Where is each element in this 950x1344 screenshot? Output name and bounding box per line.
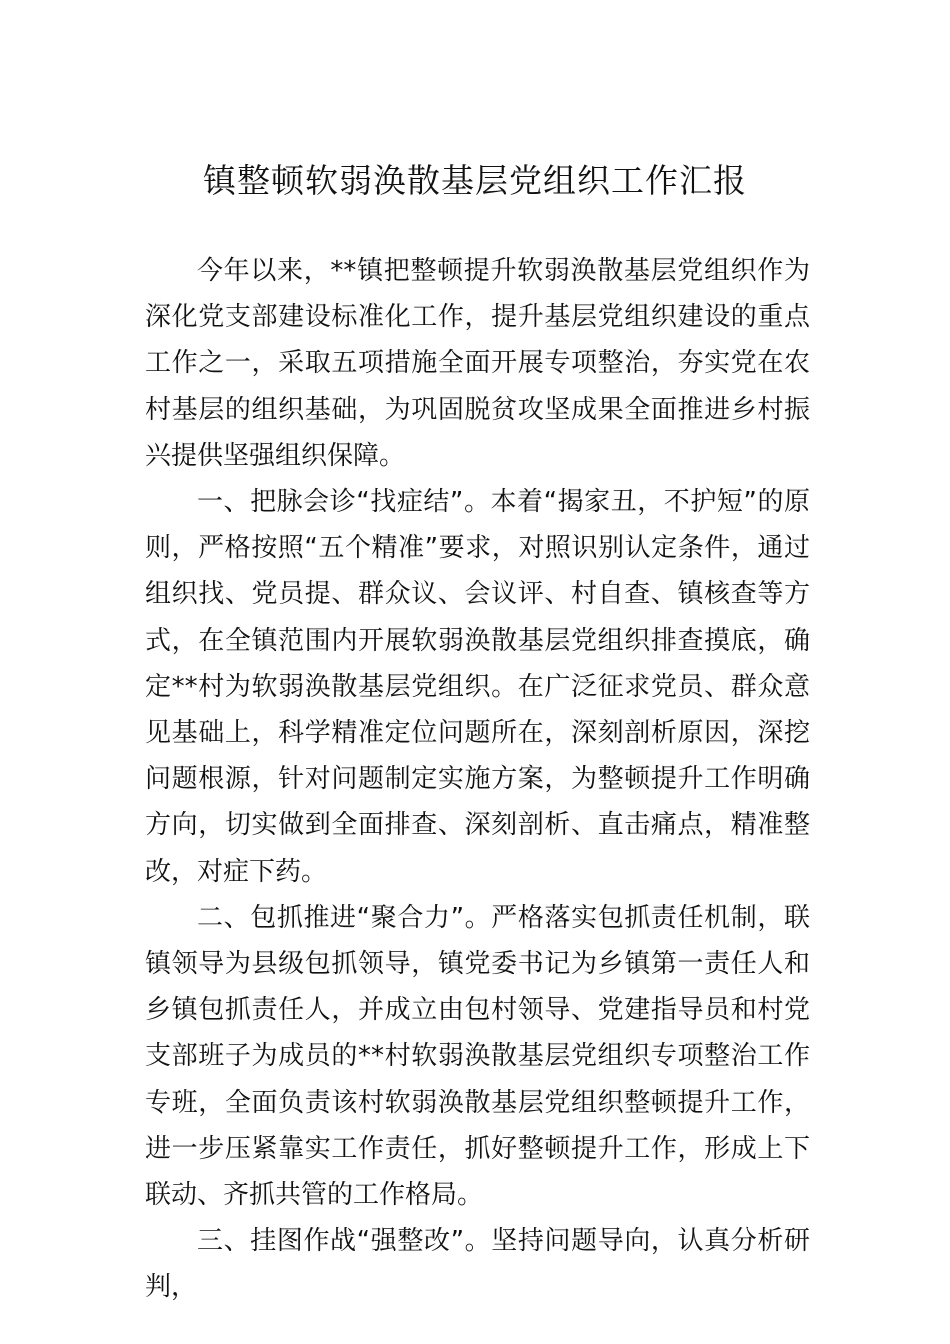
paragraph-section-1: 一、把脉会诊“找症结”。本着“揭家丑，不护短”的原则，严格按照“五个精准”要求，对照识别认定条件，通过组织找、党员提、群众议、会议评、村自查、镇核查等方式，在全镇范围内开展软弱涣散基层党组织排查摸底，确定**村为软弱涣散基层党组织。在广泛征求党员、群众意见基础上，科学精准定位问题所在，深刻剖析原因，深挖问题根源，针对问题制定实施方案，为整顿提升工作明确方向，切实做到全面排查、深刻剖析、直击痛点，精准整改，对症下药。 xyxy=(145,487,810,887)
paragraph-section-2: 二、包抓推进“聚合力”。严格落实包抓责任机制，联镇领导为县级包抓领导，镇党委书记为乡镇第一责任人和乡镇包抓责任人，并成立由包村领导、党建指导员和村党支部班子为成员的**村软弱涣散基层党组织专项整治工作专班，全面负责该村软弱涣散基层党组织整顿提升工作，进一步压紧靠实工作责任，抓好整顿提升工作，形成上下联动、齐抓共管的工作格局。 xyxy=(145,902,810,1211)
paragraph-intro: 今年以来，**镇把整顿提升软弱涣散基层党组织作为深化党支部建设标准化工作，提升基层党组织建设的重点工作之一，采取五项措施全面开展专项整治，夯实党在农村基层的组织基础，为巩固脱贫攻坚成果全面推进乡村振兴提供坚强组织保障。 xyxy=(145,256,810,471)
document-body xyxy=(145,248,810,1311)
paragraph-section-3: 三、挂图作战“强整改”。坚持问题导向，认真分析研判， xyxy=(145,1226,810,1303)
document-title: 镇整顿软弱涣散基层党组织工作汇报 xyxy=(203,161,747,200)
